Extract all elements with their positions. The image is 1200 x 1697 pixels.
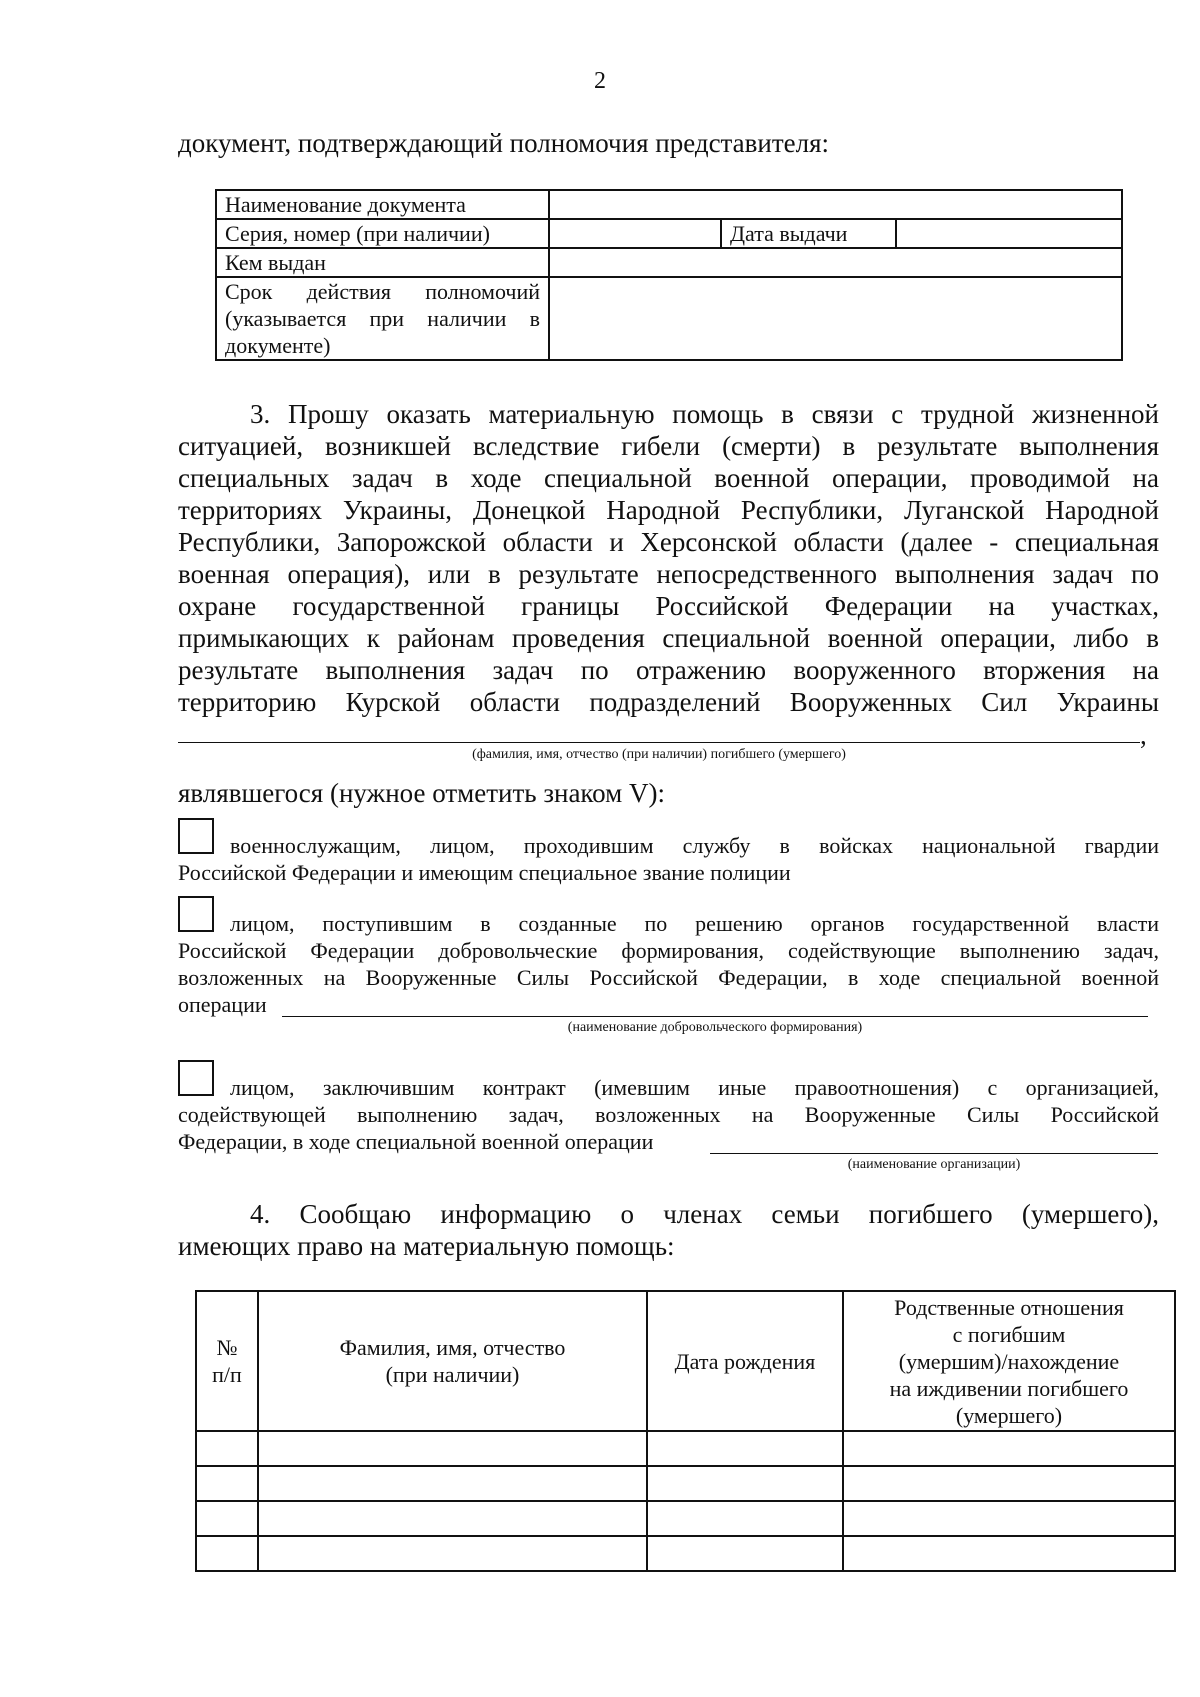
- col-relation-line5: (умершего): [955, 1402, 1063, 1428]
- section4-line2: имеющих право на материальную помощь:: [178, 1231, 675, 1261]
- table-row: [196, 1536, 1175, 1571]
- term-label-line3: документе): [225, 333, 331, 358]
- volunteer-formation-caption: (наименование добровольческого формирования): [567, 1020, 863, 1035]
- table-cell[interactable]: [843, 1536, 1175, 1571]
- table-cell[interactable]: [647, 1501, 843, 1536]
- series-label: Серия, номер (при наличии): [216, 219, 549, 248]
- section3-line: территорию Курской области подразделений Вооруженных Сил Украины: [178, 687, 1159, 717]
- col-relation-header: [843, 1291, 1175, 1431]
- section3-line: территориях Украины, Донецкой Народной Республики, Луганской Народной: [178, 495, 1159, 525]
- table-cell[interactable]: [196, 1466, 258, 1501]
- option-contract-checkbox[interactable]: [178, 1060, 214, 1096]
- table-cell[interactable]: [258, 1466, 647, 1501]
- family-members-table: [195, 1290, 1176, 1572]
- option-military-line1: военнослужащим, лицом, проходившим службу в войсках национальной гвардии: [230, 833, 1159, 858]
- table-cell[interactable]: [196, 1431, 258, 1466]
- term-label: [216, 277, 549, 360]
- col-relation-line2: с погибшим: [952, 1321, 1066, 1347]
- col-number-header: [196, 1291, 258, 1431]
- section3-line: охране государственной границы Российской Федерации на участках,: [178, 591, 1159, 621]
- table-cell[interactable]: [647, 1466, 843, 1501]
- table-row: [196, 1466, 1175, 1501]
- section3-line: военная операция), или в результате непосредственного выполнения задач по: [178, 559, 1159, 589]
- issued-by-label: Кем выдан: [216, 248, 549, 277]
- option-volunteer-line3: возложенных на Вооруженные Силы Российской Федерации, в ходе специальной военной: [178, 965, 1159, 990]
- table-cell[interactable]: [258, 1536, 647, 1571]
- issue-date-label: Дата выдачи: [722, 220, 897, 247]
- option-contract-line2: содействующей выполнению задач, возложенных на Вооруженные Силы Российской: [178, 1102, 1159, 1127]
- section3-paragraph: [178, 398, 1159, 718]
- page-number: 2: [594, 68, 606, 94]
- option-volunteer-checkbox[interactable]: [178, 896, 214, 932]
- representative-doc-table: [215, 189, 1123, 361]
- option-volunteer-line4: операции: [178, 992, 267, 1017]
- deceased-name-line[interactable]: [178, 742, 1140, 743]
- volunteer-formation-line[interactable]: [282, 1016, 1148, 1017]
- table-cell[interactable]: [647, 1431, 843, 1466]
- table-cell[interactable]: [258, 1501, 647, 1536]
- col-relation-line1: Родственные отношения: [894, 1294, 1124, 1320]
- line-end-comma: ,: [1140, 720, 1147, 750]
- col-name-header: [258, 1291, 647, 1431]
- term-label-line1: Срок действия полномочий: [225, 279, 540, 304]
- rep-doc-heading: документ, подтверждающий полномочия представителя:: [178, 128, 830, 158]
- term-field[interactable]: [549, 277, 1122, 360]
- section4-line1: 4. Сообщаю информацию о членах семьи погибшего (умершего),: [250, 1199, 1159, 1229]
- option-volunteer-line2: Российской Федерации добровольческие формирования, содействующие выполнению задач,: [178, 938, 1159, 963]
- option-contract-line3: Федерации, в ходе специальной военной операции: [178, 1129, 654, 1154]
- section3-line: Республики, Запорожской области и Херсонской области (далее - специальная: [178, 527, 1159, 557]
- issue-date-field[interactable]: [897, 220, 1121, 247]
- col-number-line2: п/п: [212, 1362, 242, 1387]
- table-row: [196, 1501, 1175, 1536]
- mark-instruction: являвшегося (нужное отметить знаком V):: [178, 778, 665, 808]
- table-cell[interactable]: [258, 1431, 647, 1466]
- option-contract-line1: лицом, заключившим контракт (имевшим иные правоотношения) с организацией,: [230, 1075, 1159, 1100]
- section3-line: специальных задач в ходе специальной военной операции, проводимой на: [178, 463, 1159, 493]
- col-name-line1: Фамилия, имя, отчество: [339, 1335, 566, 1360]
- section3-line: результате выполнения задач по отражению вооруженного вторжения на: [178, 655, 1159, 685]
- option-military-checkbox[interactable]: [178, 818, 214, 854]
- organization-name-line[interactable]: [710, 1153, 1158, 1154]
- col-birth-header: Дата рождения: [647, 1291, 843, 1431]
- table-cell[interactable]: [843, 1466, 1175, 1501]
- table-cell[interactable]: [843, 1501, 1175, 1536]
- section3-line: ситуацией, возникшей вследствие гибели (смерти) в результате выполнения: [178, 431, 1159, 461]
- section3-line: примыкающих к районам проведения специальной военной операции, либо в: [178, 623, 1159, 653]
- col-relation-line3: (умершим)/нахождение: [898, 1348, 1120, 1374]
- table-cell[interactable]: [196, 1501, 258, 1536]
- series-field[interactable]: [550, 220, 722, 247]
- section3-line: 3. Прошу оказать материальную помощь в связи с трудной жизненной: [250, 399, 1159, 429]
- col-name-line2: (при наличии): [385, 1362, 520, 1387]
- table-row: [196, 1431, 1175, 1466]
- doc-name-field[interactable]: [549, 190, 1122, 219]
- doc-name-label: Наименование документа: [216, 190, 549, 219]
- table-cell[interactable]: [647, 1536, 843, 1571]
- term-label-line2: (указывается при наличии в: [225, 306, 540, 331]
- option-volunteer-line1: лицом, поступившим в созданные по решению органов государственной власти: [230, 911, 1159, 936]
- col-relation-line4: на иждивении погибшего: [889, 1375, 1129, 1401]
- table-cell[interactable]: [196, 1536, 258, 1571]
- issued-by-field[interactable]: [549, 248, 1122, 277]
- table-cell[interactable]: [843, 1431, 1175, 1466]
- organization-caption: (наименование организации): [847, 1157, 1021, 1172]
- option-military-line2: Российской Федерации и имеющим специальное звание полиции: [178, 860, 791, 885]
- deceased-caption: (фамилия, имя, отчество (при наличии) погибшего (умершего): [472, 747, 846, 762]
- col-number-line1: №: [216, 1335, 238, 1360]
- section4-paragraph: [178, 1198, 1159, 1262]
- series-date-cell: [549, 219, 1122, 248]
